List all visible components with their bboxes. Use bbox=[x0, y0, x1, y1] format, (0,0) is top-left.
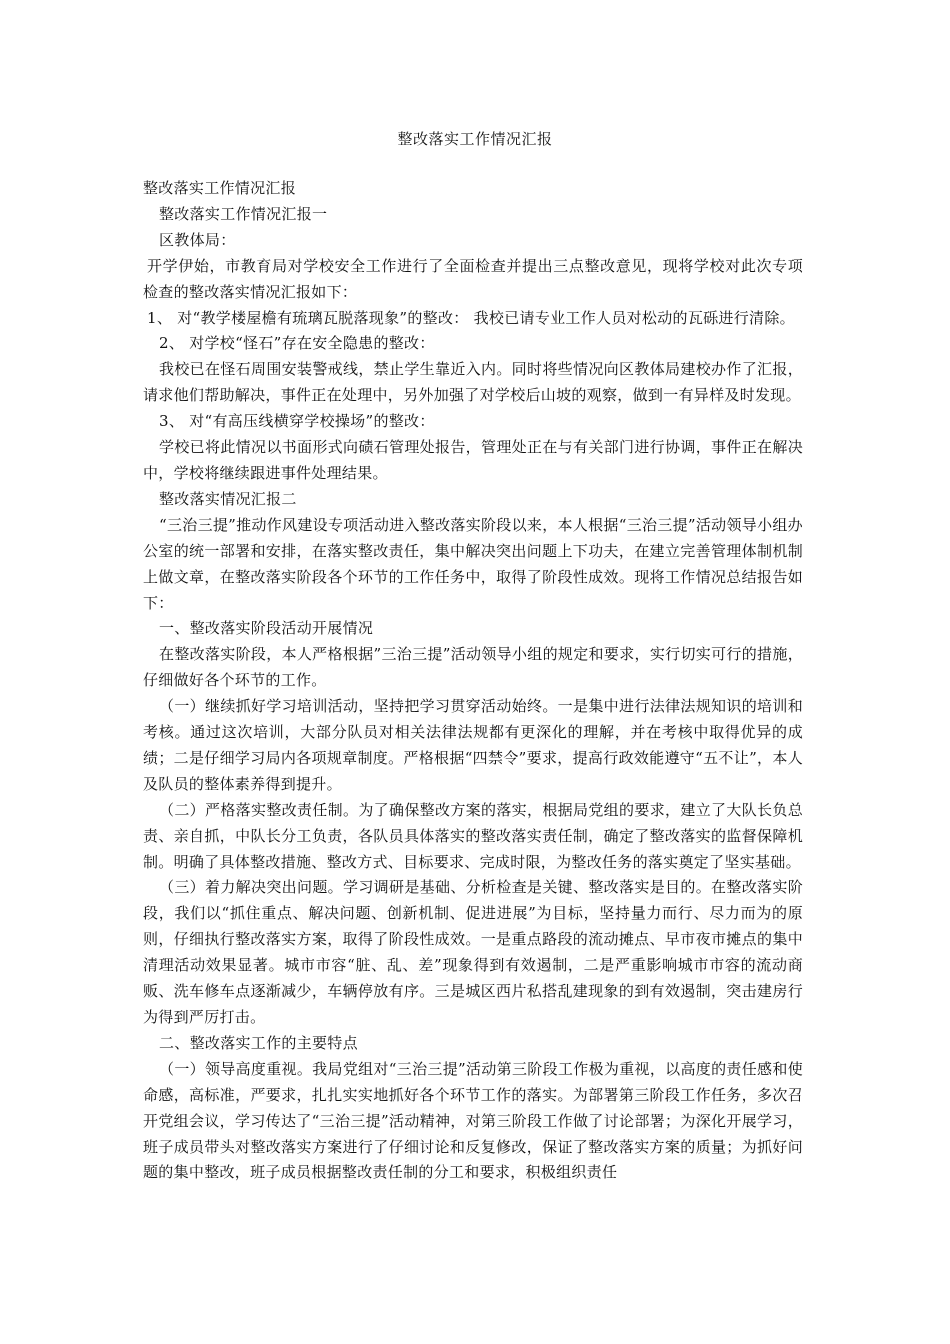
paragraph: “三治三提”推动作风建设专项活动进入整改落实阶段以来，本人根据“三治三提”活动领导小组办公室的统一部署和安排，在落实整改责任，集中解决突出问题上下功夫，在建立完善管理体制机制上做文章，在整改落实阶段各个环节的工作任务中，取得了阶段性成效。现将工作情况总结报告如下： bbox=[143, 515, 803, 612]
paragraph: 3、 对“有高压线横穿学校操场”的整改： bbox=[159, 412, 435, 431]
paragraph: 开学伊始，市教育局对学校安全工作进行了全面检查并提出三点整改意见，现将学校对此次专项检查的整改落实情况汇报如下： bbox=[143, 256, 803, 301]
paragraph: 2、 对学校“怪石”存在安全隐患的整改： bbox=[159, 334, 435, 353]
paragraph: 整改落实工作情况汇报 bbox=[143, 179, 297, 197]
paragraph: 在整改落实阶段，本人严格根据”三治三提”活动领导小组的规定和要求，实行切实可行的措施，仔细做好各个环节的工作。 bbox=[143, 645, 803, 690]
paragraph: （三）着力解决突出问题。学习调研是基础、分析检查是关键、整改落实是目的。在整改落实阶段，我们以“抓住重点、解决问题、创新机制、促进进展”为目标，坚持量力而行、尽力而为的原则，仔细执行整改落实方案，取得了阶段性成效。一是重点路段的流动摊点、早市夜市摊点的集中清理活动效果显著。城市市容“脏、乱、差”现象得到有效遏制，二是严重影响城市市容的流动商贩、洗车修车点逐渐减少，车辆停放有序。三是城区西片私搭乱建现象的到有效遏制，突击建房行为得到严厉打击。 bbox=[143, 878, 803, 1026]
paragraph: 区教体局： bbox=[159, 230, 236, 249]
paragraph: 1、 对“教学楼屋檐有琉璃瓦脱落现象”的整改： 我校已请专业工作人员对松动的瓦砾进行清除。 bbox=[147, 308, 795, 327]
paragraph: （一）领导高度重视。我局党组对“三治三提”活动第三阶段工作极为重视，以高度的责任感和使命感，高标准，严要求，扎扎实实地抓好各个环节工作的落实。为部署第三阶段工作任务，多次召开党组会议，学习传达了“三治三提”活动精神，对第三阶段工作做了讨论部署；为深化开展学习，班子成员带头对整改落实方案进行了仔细讨论和反复修改，保证了整改落实方案的质量；为抓好问题的集中整改，班子成员根据整改责任制的分工和要求，积极组织责任 bbox=[143, 1059, 803, 1182]
document-title: 整改落实工作情况汇报 bbox=[397, 130, 553, 148]
paragraph: 整改落实工作情况汇报一 bbox=[159, 204, 328, 223]
paragraph: 我校已在怪石周围安装警戒线，禁止学生靠近入内。同时将些情况向区教体局建校办作了汇报，请求他们帮助解决，事件正在处理中，另外加强了对学校后山坡的观察，做到一有异样及时发现。 bbox=[143, 360, 803, 405]
paragraph: （二）严格落实整改责任制。为了确保整改方案的落实，根据局党组的要求，建立了大队长负总责、亲自抓，中队长分工负责，各队员具体落实的整改落实责任制，确定了整改落实的监督保障机制。明确了具体整改措施、整改方式、目标要求、完成时限，为整改任务的落实奠定了坚实基础。 bbox=[143, 800, 803, 871]
paragraph: （一）继续抓好学习培训活动，坚持把学习贯穿活动始终。一是集中进行法律法规知识的培训和考核。通过这次培训，大部分队员对相关法律法规都有更深化的理解，并在考核中取得优异的成绩；二是仔细学习局内各项规章制度。严格根据“四禁令”要求，提高行政效能遵守“五不让”，本人及队员的整体素养得到提升。 bbox=[143, 697, 803, 793]
paragraph: 一、整改落实阶段活动开展情况 bbox=[159, 619, 374, 638]
document-body bbox=[143, 176, 803, 1186]
paragraph: 二、整改落实工作的主要特点 bbox=[159, 1033, 358, 1052]
paragraph: 整改落实情况汇报二 bbox=[159, 489, 297, 508]
paragraph: 学校已将此情况以书面形式向碛石管理处报告，管理处正在与有关部门进行协调，事件正在解决中，学校将继续跟进事件处理结果。 bbox=[143, 438, 803, 482]
